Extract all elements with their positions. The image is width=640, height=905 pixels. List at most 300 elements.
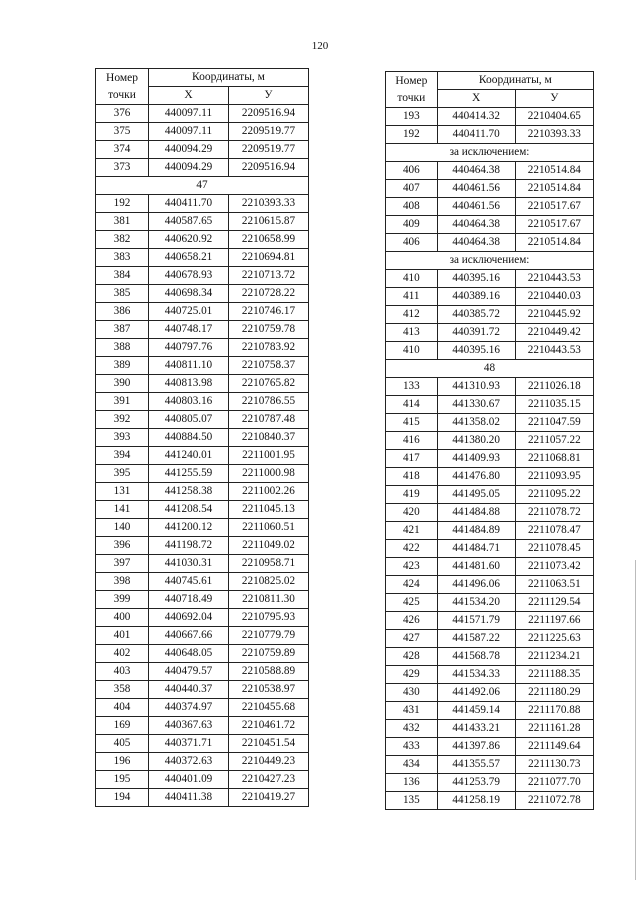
x-coordinate-cell: 440374.97 <box>149 699 229 717</box>
coordinates-table-right <box>385 71 594 810</box>
point-number-cell: 194 <box>96 789 149 807</box>
point-number-cell: 193 <box>386 108 438 126</box>
point-number-cell: 358 <box>96 681 149 699</box>
x-coordinate-cell: 441255.59 <box>149 465 229 483</box>
x-coordinate-cell: 441253.79 <box>437 774 515 792</box>
x-coordinate-cell: 441492.06 <box>437 684 515 702</box>
table-row <box>386 288 594 306</box>
table-row <box>386 324 594 342</box>
x-coordinate-cell: 441355.57 <box>437 756 515 774</box>
y-coordinate-cell: 2210588.89 <box>229 663 309 681</box>
table-row <box>96 699 309 717</box>
x-coordinate-cell: 441484.71 <box>437 540 515 558</box>
table-row <box>96 141 309 159</box>
section-label: 47 <box>96 177 309 195</box>
x-coordinate-cell: 440464.38 <box>437 234 515 252</box>
x-coordinate-cell: 440811.10 <box>149 357 229 375</box>
y-coordinate-cell: 2210445.92 <box>515 306 593 324</box>
table-row <box>386 612 594 630</box>
point-number-cell: 384 <box>96 267 149 285</box>
x-coordinate-cell: 441481.60 <box>437 558 515 576</box>
point-number-cell: 140 <box>96 519 149 537</box>
x-coordinate-cell: 440395.16 <box>437 342 515 360</box>
y-coordinate-cell: 2210517.67 <box>515 216 593 234</box>
y-coordinate-cell: 2210658.99 <box>229 231 309 249</box>
y-coordinate-cell: 2211129.54 <box>515 594 593 612</box>
y-coordinate-cell: 2210393.33 <box>515 126 593 144</box>
x-coordinate-cell: 440395.16 <box>437 270 515 288</box>
x-coordinate-cell: 440094.29 <box>149 159 229 177</box>
y-coordinate-cell: 2211130.73 <box>515 756 593 774</box>
point-number-header-line2: точки <box>397 91 426 104</box>
y-coordinate-cell: 2210461.72 <box>229 717 309 735</box>
x-coordinate-cell: 440389.16 <box>437 288 515 306</box>
y-coordinate-cell: 2210958.71 <box>229 555 309 573</box>
scan-edge-line <box>635 560 636 880</box>
point-number-cell: 136 <box>386 774 438 792</box>
point-number-cell: 408 <box>386 198 438 216</box>
table-row <box>386 648 594 666</box>
table-row <box>386 198 594 216</box>
table-row <box>386 720 594 738</box>
x-coordinate-cell: 440718.49 <box>149 591 229 609</box>
point-number-cell: 196 <box>96 753 149 771</box>
point-number-cell: 401 <box>96 627 149 645</box>
table-row <box>386 738 594 756</box>
table-row <box>386 684 594 702</box>
table-row <box>96 789 309 807</box>
y-coordinate-cell: 2209516.94 <box>229 105 309 123</box>
point-number-cell: 192 <box>96 195 149 213</box>
point-number-cell: 390 <box>96 375 149 393</box>
point-number-cell: 430 <box>386 684 438 702</box>
table-row <box>386 414 594 432</box>
y-coordinate-cell: 2210840.37 <box>229 429 309 447</box>
coordinates-header: Координаты, м <box>149 69 309 87</box>
table-body <box>96 105 309 807</box>
x-coordinate-cell: 440094.29 <box>149 141 229 159</box>
x-coordinate-cell: 440884.50 <box>149 429 229 447</box>
y-coordinate-cell: 2211078.72 <box>515 504 593 522</box>
x-coordinate-cell: 441476.80 <box>437 468 515 486</box>
point-number-cell: 396 <box>96 537 149 555</box>
table-row <box>96 753 309 771</box>
table-row <box>386 522 594 540</box>
y-coordinate-cell: 2210514.84 <box>515 162 593 180</box>
y-coordinate-cell: 2211225.63 <box>515 630 593 648</box>
x-coordinate-cell: 440411.70 <box>149 195 229 213</box>
point-number-cell: 427 <box>386 630 438 648</box>
table-row <box>96 483 309 501</box>
point-number-cell: 169 <box>96 717 149 735</box>
point-number-cell: 387 <box>96 321 149 339</box>
x-coordinate-cell: 440371.71 <box>149 735 229 753</box>
section-row <box>386 252 594 270</box>
y-coordinate-cell: 2211047.59 <box>515 414 593 432</box>
table-header <box>96 69 309 105</box>
table-row <box>96 501 309 519</box>
point-number-cell: 404 <box>96 699 149 717</box>
table-row <box>386 702 594 720</box>
x-coordinate-cell: 440461.56 <box>437 180 515 198</box>
table-row <box>96 303 309 321</box>
point-number-cell: 421 <box>386 522 438 540</box>
table-row <box>96 249 309 267</box>
table-row <box>96 681 309 699</box>
x-coordinate-cell: 441358.02 <box>437 414 515 432</box>
table-row <box>386 540 594 558</box>
x-coordinate-cell: 441568.78 <box>437 648 515 666</box>
point-number-cell: 400 <box>96 609 149 627</box>
point-number-cell: 415 <box>386 414 438 432</box>
table-row <box>96 321 309 339</box>
y-coordinate-cell: 2211180.29 <box>515 684 593 702</box>
y-coordinate-cell: 2211049.02 <box>229 537 309 555</box>
table-row <box>386 594 594 612</box>
point-number-cell: 195 <box>96 771 149 789</box>
x-coordinate-cell: 441459.14 <box>437 702 515 720</box>
y-coordinate-cell: 2211045.13 <box>229 501 309 519</box>
y-coordinate-cell: 2211057.22 <box>515 432 593 450</box>
point-number-cell: 406 <box>386 162 438 180</box>
table-row <box>96 537 309 555</box>
point-number-cell: 407 <box>386 180 438 198</box>
point-number-header <box>96 69 149 105</box>
y-coordinate-cell: 2211068.81 <box>515 450 593 468</box>
x-coordinate-cell: 440479.57 <box>149 663 229 681</box>
point-number-cell: 381 <box>96 213 149 231</box>
x-coordinate-cell: 440391.72 <box>437 324 515 342</box>
table-row <box>386 234 594 252</box>
table-body <box>386 108 594 810</box>
y-coordinate-cell: 2211149.64 <box>515 738 593 756</box>
y-coordinate-cell: 2211161.28 <box>515 720 593 738</box>
table-row <box>386 792 594 810</box>
x-coordinate-cell: 440414.32 <box>437 108 515 126</box>
y-coordinate-cell: 2209519.77 <box>229 123 309 141</box>
y-coordinate-cell: 2211170.88 <box>515 702 593 720</box>
x-coordinate-cell: 440805.07 <box>149 411 229 429</box>
point-number-cell: 385 <box>96 285 149 303</box>
point-number-cell: 402 <box>96 645 149 663</box>
y-coordinate-cell: 2210795.93 <box>229 609 309 627</box>
point-number-cell: 416 <box>386 432 438 450</box>
point-number-cell: 429 <box>386 666 438 684</box>
y-coordinate-cell: 2209519.77 <box>229 141 309 159</box>
section-row <box>96 177 309 195</box>
point-number-cell: 389 <box>96 357 149 375</box>
y-coordinate-cell: 2211197.66 <box>515 612 593 630</box>
section-label: за исключением: <box>386 252 594 270</box>
table-row <box>96 591 309 609</box>
y-coordinate-cell: 2209516.94 <box>229 159 309 177</box>
x-coordinate-cell: 440401.09 <box>149 771 229 789</box>
table-row <box>96 357 309 375</box>
x-coordinate-cell: 441330.67 <box>437 396 515 414</box>
point-number-cell: 141 <box>96 501 149 519</box>
x-coordinate-cell: 440587.65 <box>149 213 229 231</box>
point-number-cell: 418 <box>386 468 438 486</box>
point-number-cell: 425 <box>386 594 438 612</box>
x-coordinate-cell: 440367.63 <box>149 717 229 735</box>
table-row <box>96 375 309 393</box>
point-number-cell: 424 <box>386 576 438 594</box>
y-coordinate-cell: 2210517.67 <box>515 198 593 216</box>
x-coordinate-cell: 440411.70 <box>437 126 515 144</box>
table-row <box>96 339 309 357</box>
table-row <box>386 396 594 414</box>
table-row <box>386 270 594 288</box>
table-row <box>96 267 309 285</box>
point-number-cell: 406 <box>386 234 438 252</box>
x-coordinate-cell: 440464.38 <box>437 162 515 180</box>
x-coordinate-cell: 440440.37 <box>149 681 229 699</box>
y-coordinate-cell: 2211093.95 <box>515 468 593 486</box>
point-number-cell: 411 <box>386 288 438 306</box>
point-number-cell: 386 <box>96 303 149 321</box>
y-coordinate-cell: 2210779.79 <box>229 627 309 645</box>
table-row <box>96 429 309 447</box>
table-row <box>96 627 309 645</box>
y-coordinate-cell: 2210728.22 <box>229 285 309 303</box>
y-coordinate-cell: 2211234.21 <box>515 648 593 666</box>
table-row <box>96 393 309 411</box>
point-number-cell: 383 <box>96 249 149 267</box>
point-number-cell: 394 <box>96 447 149 465</box>
y-coordinate-cell: 2210514.84 <box>515 180 593 198</box>
point-number-cell: 373 <box>96 159 149 177</box>
table-header <box>386 72 594 108</box>
x-coordinate-cell: 441380.20 <box>437 432 515 450</box>
y-coordinate-cell: 2211077.70 <box>515 774 593 792</box>
table-row <box>96 231 309 249</box>
y-coordinate-cell: 2210787.48 <box>229 411 309 429</box>
table-row <box>386 306 594 324</box>
x-coordinate-cell: 441409.93 <box>437 450 515 468</box>
y-coordinate-cell: 2211026.18 <box>515 378 593 396</box>
point-number-cell: 412 <box>386 306 438 324</box>
x-coordinate-cell: 441258.38 <box>149 483 229 501</box>
x-coordinate-cell: 440411.38 <box>149 789 229 807</box>
y-coordinate-cell: 2210765.82 <box>229 375 309 393</box>
y-coordinate-cell: 2211078.47 <box>515 522 593 540</box>
table-row <box>96 609 309 627</box>
x-coordinate-cell: 440692.04 <box>149 609 229 627</box>
x-coordinate-cell: 440725.01 <box>149 303 229 321</box>
y-coordinate-cell: 2211188.35 <box>515 666 593 684</box>
table-row <box>386 558 594 576</box>
point-number-header-line1: Номер <box>106 71 138 84</box>
x-coordinate-cell: 441258.19 <box>437 792 515 810</box>
table-row <box>96 663 309 681</box>
y-coordinate-cell: 2211072.78 <box>515 792 593 810</box>
point-number-cell: 135 <box>386 792 438 810</box>
y-header: У <box>229 87 309 105</box>
page-number: 120 <box>311 40 329 52</box>
table-row <box>386 126 594 144</box>
point-number-cell: 131 <box>96 483 149 501</box>
point-number-cell: 413 <box>386 324 438 342</box>
y-coordinate-cell: 2210746.17 <box>229 303 309 321</box>
y-coordinate-cell: 2210427.23 <box>229 771 309 789</box>
table-row <box>96 411 309 429</box>
x-coordinate-cell: 441587.22 <box>437 630 515 648</box>
x-coordinate-cell: 440797.76 <box>149 339 229 357</box>
point-number-cell: 192 <box>386 126 438 144</box>
y-coordinate-cell: 2210759.78 <box>229 321 309 339</box>
point-number-cell: 410 <box>386 342 438 360</box>
table-row <box>96 555 309 573</box>
x-coordinate-cell: 440748.17 <box>149 321 229 339</box>
table-row <box>386 504 594 522</box>
y-coordinate-cell: 2210443.53 <box>515 270 593 288</box>
y-coordinate-cell: 2211063.51 <box>515 576 593 594</box>
coordinates-header: Координаты, м <box>437 72 593 90</box>
point-number-cell: 433 <box>386 738 438 756</box>
point-number-cell: 374 <box>96 141 149 159</box>
point-number-cell: 391 <box>96 393 149 411</box>
point-number-cell: 417 <box>386 450 438 468</box>
table-row <box>386 378 594 396</box>
point-number-header <box>386 72 438 108</box>
point-number-cell: 431 <box>386 702 438 720</box>
point-number-header-line1: Номер <box>395 74 428 87</box>
table-row <box>96 213 309 231</box>
table-row <box>386 486 594 504</box>
x-coordinate-cell: 440464.38 <box>437 216 515 234</box>
point-number-cell: 419 <box>386 486 438 504</box>
point-number-cell: 422 <box>386 540 438 558</box>
x-coordinate-cell: 441030.31 <box>149 555 229 573</box>
y-coordinate-cell: 2210758.37 <box>229 357 309 375</box>
table-row <box>386 108 594 126</box>
x-coordinate-cell: 440698.34 <box>149 285 229 303</box>
table-row <box>386 774 594 792</box>
x-coordinate-cell: 441534.20 <box>437 594 515 612</box>
point-number-cell: 432 <box>386 720 438 738</box>
x-coordinate-cell: 440097.11 <box>149 123 229 141</box>
point-number-cell: 399 <box>96 591 149 609</box>
y-coordinate-cell: 2210759.89 <box>229 645 309 663</box>
table-row <box>96 123 309 141</box>
y-coordinate-cell: 2210455.68 <box>229 699 309 717</box>
x-coordinate-cell: 440385.72 <box>437 306 515 324</box>
table-row <box>386 216 594 234</box>
table-row <box>386 666 594 684</box>
point-number-cell: 388 <box>96 339 149 357</box>
table-row <box>96 645 309 663</box>
x-coordinate-cell: 440648.05 <box>149 645 229 663</box>
y-coordinate-cell: 2210440.03 <box>515 288 593 306</box>
y-coordinate-cell: 2211060.51 <box>229 519 309 537</box>
x-header: Х <box>149 87 229 105</box>
point-number-cell: 376 <box>96 105 149 123</box>
x-coordinate-cell: 441240.01 <box>149 447 229 465</box>
y-coordinate-cell: 2210825.02 <box>229 573 309 591</box>
point-number-cell: 393 <box>96 429 149 447</box>
point-number-cell: 434 <box>386 756 438 774</box>
table-row <box>386 630 594 648</box>
table-row <box>386 576 594 594</box>
table-row <box>386 180 594 198</box>
table-row <box>96 519 309 537</box>
x-header: Х <box>437 90 515 108</box>
y-coordinate-cell: 2211001.95 <box>229 447 309 465</box>
point-number-cell: 375 <box>96 123 149 141</box>
y-coordinate-cell: 2210404.65 <box>515 108 593 126</box>
point-number-cell: 397 <box>96 555 149 573</box>
point-number-cell: 133 <box>386 378 438 396</box>
x-coordinate-cell: 441208.54 <box>149 501 229 519</box>
x-coordinate-cell: 440667.66 <box>149 627 229 645</box>
y-coordinate-cell: 2210451.54 <box>229 735 309 753</box>
x-coordinate-cell: 441198.72 <box>149 537 229 555</box>
x-coordinate-cell: 440097.11 <box>149 105 229 123</box>
point-number-header-line2: точки <box>108 88 136 101</box>
point-number-cell: 423 <box>386 558 438 576</box>
table-row <box>96 159 309 177</box>
table-row <box>96 285 309 303</box>
y-coordinate-cell: 2210811.30 <box>229 591 309 609</box>
y-coordinate-cell: 2210783.92 <box>229 339 309 357</box>
y-coordinate-cell: 2211073.42 <box>515 558 593 576</box>
point-number-cell: 392 <box>96 411 149 429</box>
point-number-cell: 426 <box>386 612 438 630</box>
table-row <box>96 465 309 483</box>
y-coordinate-cell: 2210713.72 <box>229 267 309 285</box>
y-coordinate-cell: 2211095.22 <box>515 486 593 504</box>
y-coordinate-cell: 2210514.84 <box>515 234 593 252</box>
y-coordinate-cell: 2210615.87 <box>229 213 309 231</box>
section-row <box>386 144 594 162</box>
point-number-cell: 395 <box>96 465 149 483</box>
x-coordinate-cell: 440678.93 <box>149 267 229 285</box>
x-coordinate-cell: 440461.56 <box>437 198 515 216</box>
x-coordinate-cell: 440803.16 <box>149 393 229 411</box>
y-coordinate-cell: 2210694.81 <box>229 249 309 267</box>
y-coordinate-cell: 2211078.45 <box>515 540 593 558</box>
table-row <box>96 573 309 591</box>
y-header: У <box>515 90 593 108</box>
y-coordinate-cell: 2211002.26 <box>229 483 309 501</box>
table-row <box>96 447 309 465</box>
x-coordinate-cell: 441484.89 <box>437 522 515 540</box>
table-row <box>386 162 594 180</box>
table-row <box>386 342 594 360</box>
point-number-cell: 405 <box>96 735 149 753</box>
y-coordinate-cell: 2210443.53 <box>515 342 593 360</box>
y-coordinate-cell: 2210538.97 <box>229 681 309 699</box>
section-row <box>386 360 594 378</box>
table-row <box>96 105 309 123</box>
y-coordinate-cell: 2211035.15 <box>515 396 593 414</box>
point-number-cell: 403 <box>96 663 149 681</box>
y-coordinate-cell: 2210449.23 <box>229 753 309 771</box>
section-label: за исключением: <box>386 144 594 162</box>
x-coordinate-cell: 441571.79 <box>437 612 515 630</box>
x-coordinate-cell: 441534.33 <box>437 666 515 684</box>
x-coordinate-cell: 441310.93 <box>437 378 515 396</box>
x-coordinate-cell: 440745.61 <box>149 573 229 591</box>
point-number-cell: 398 <box>96 573 149 591</box>
x-coordinate-cell: 441397.86 <box>437 738 515 756</box>
x-coordinate-cell: 441484.88 <box>437 504 515 522</box>
y-coordinate-cell: 2211000.98 <box>229 465 309 483</box>
x-coordinate-cell: 441433.21 <box>437 720 515 738</box>
table-row <box>96 195 309 213</box>
point-number-cell: 409 <box>386 216 438 234</box>
point-number-cell: 428 <box>386 648 438 666</box>
